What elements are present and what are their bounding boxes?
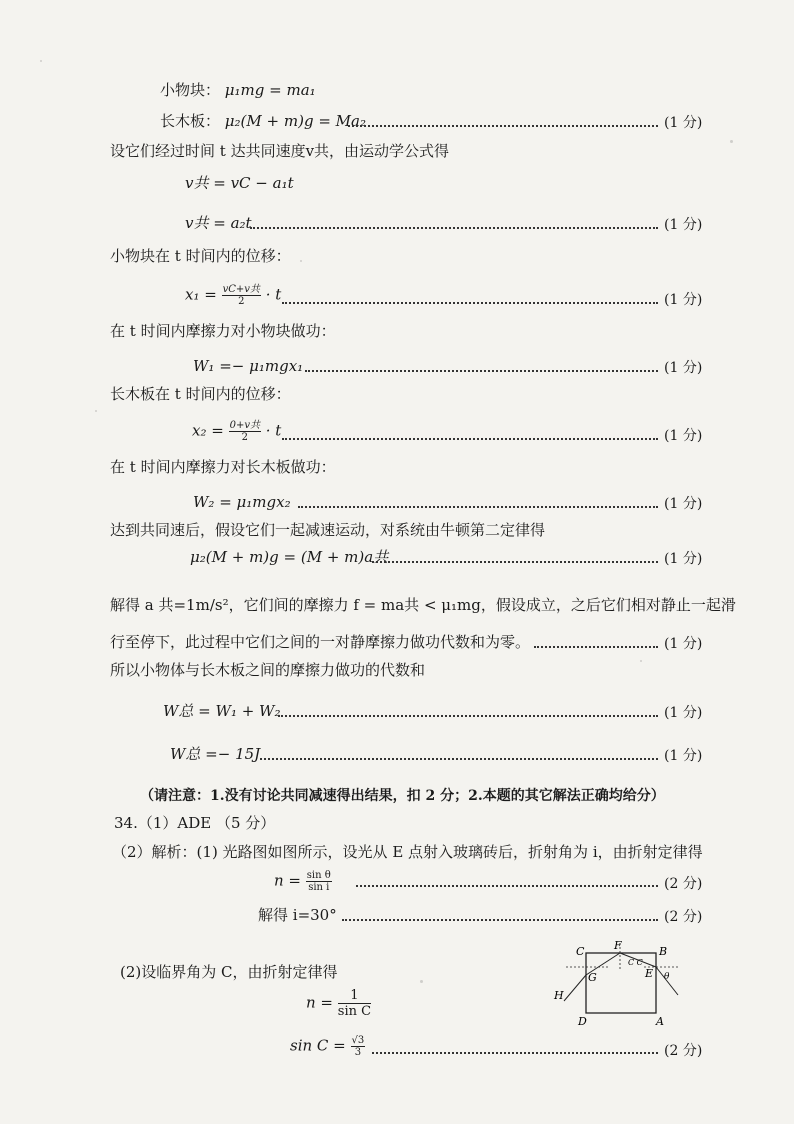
light-ray-exit [564, 975, 586, 1001]
label: 小物块： [160, 81, 221, 99]
work-board-equation: W₂ = μ₁mgx₂ [193, 493, 291, 511]
leader-dots [534, 646, 658, 648]
text-line: 小物块在 t 时间内的位移： [110, 247, 291, 265]
leader-dots [260, 758, 658, 760]
leader-dots [372, 1052, 658, 1054]
denominator: sin i [308, 882, 330, 893]
total-work-result: W总 =− 15J [170, 745, 261, 763]
fraction [229, 420, 261, 443]
text-line: 在 t 时间内摩擦力对长木板做功： [110, 458, 336, 476]
grading-note: （请注意：1.没有讨论共同减速得出结果，扣 2 分；2.本题的其它解法正确均给分） [140, 788, 665, 804]
board-equation [160, 111, 366, 131]
lhs: n = [306, 993, 333, 1012]
label-theta: θ [664, 972, 670, 982]
score: (1 分) [664, 292, 703, 308]
numerator: sin θ [306, 870, 331, 881]
fraction [351, 1035, 366, 1058]
leader-dots [342, 919, 658, 921]
common-velocity-equation-2: v共 = a₂t [185, 214, 252, 232]
score: (2 分) [664, 876, 703, 892]
score: (1 分) [664, 551, 703, 567]
score: (1 分) [664, 496, 703, 512]
score: (1 分) [664, 360, 703, 376]
fraction [222, 284, 261, 307]
question-34-part-1: 34.（1）ADE （5 分） [114, 814, 276, 832]
leader-dots [372, 561, 658, 563]
fraction [306, 870, 332, 893]
leader-dots [282, 302, 658, 304]
critical-angle-text: (2)设临界角为 C，由折射定律得 [120, 963, 338, 981]
critical-angle-equation [306, 988, 371, 1019]
label-D: D [578, 1015, 587, 1028]
rhs: · t [265, 285, 282, 304]
leader-dots [356, 885, 658, 887]
paper-speck [95, 410, 97, 412]
label-F: F [614, 939, 622, 952]
label-A: A [656, 1015, 664, 1028]
lhs: x₁ = [185, 285, 217, 304]
label-C: C [576, 945, 585, 958]
equation: μ₁mg = ma₁ [224, 81, 316, 99]
text-line: 达到共同速后，假设它们一起减速运动，对系统由牛顿第二定律得 [110, 521, 546, 539]
fraction [338, 988, 371, 1019]
score: (1 分) [664, 428, 703, 444]
leader-dots [278, 715, 658, 717]
leader-dots [298, 506, 658, 508]
common-velocity-equation: v共 = vC − a₁t [185, 174, 294, 192]
refraction-equation [274, 870, 332, 893]
label-E: E [645, 967, 654, 980]
numerator: 1 [338, 988, 371, 1004]
label-critical-angles: C C [628, 958, 643, 967]
numerator: vC+v共 [222, 284, 260, 295]
numerator: √3 [351, 1035, 365, 1046]
paper-speck [40, 60, 42, 62]
lhs: n = [274, 871, 301, 890]
score: (1 分) [664, 705, 703, 721]
denominator: 2 [241, 432, 248, 443]
denominator: 3 [354, 1047, 362, 1058]
text-line: 行至停下，此过程中它们之间的一对静摩擦力做功代数和为零。 [110, 633, 531, 651]
leader-dots [348, 125, 658, 127]
work-block-equation: W₁ =− μ₁mgx₁ [193, 357, 304, 375]
displacement-board-equation [192, 420, 281, 443]
lhs: sin C = [290, 1036, 346, 1055]
paper-speck [640, 660, 642, 662]
paper-speck [300, 260, 302, 262]
denominator: sin C [337, 1004, 372, 1019]
score: (1 分) [664, 217, 703, 233]
sine-critical-angle [290, 1035, 365, 1058]
label-B: B [659, 945, 668, 958]
displacement-block-equation [185, 284, 281, 307]
label-G: G [588, 971, 597, 984]
question-34-part-2: （2）解析：(1) 光路图如图所示，设光从 E 点射入玻璃砖后，折射角为 i，由折射定律得 [112, 843, 703, 861]
text-line: 所以小物体与长木板之间的摩擦力做功的代数和 [110, 661, 426, 679]
leader-dots [250, 227, 658, 229]
lhs: x₂ = [192, 421, 224, 440]
text-line: 设它们经过时间 t 达共同速度v共，由运动学公式得 [110, 142, 450, 160]
label-H: H [554, 989, 564, 1002]
numerator: 0+v共 [229, 420, 260, 431]
denominator: 2 [238, 296, 245, 307]
paper-speck [730, 140, 733, 143]
score: (1 分) [664, 748, 703, 764]
score: (1 分) [664, 115, 703, 131]
angle-result: 解得 i=30° [258, 906, 337, 924]
newton-second-law-equation: μ₂(M + m)g = (M + m)a共 [190, 548, 389, 566]
text-line: 解得 a 共=1m/s²，它们间的摩擦力 f = ma共 < μ₁mg，假设成立，之后它们相对静止一起滑 [110, 596, 736, 614]
score: (2 分) [664, 909, 703, 925]
score: (1 分) [664, 636, 703, 652]
rhs: · t [265, 421, 282, 440]
score: (2 分) [664, 1043, 703, 1059]
small-block-equation [160, 80, 316, 100]
leader-dots [305, 370, 658, 372]
paper-speck [420, 980, 423, 983]
equation: μ₂(M + m)g = Ma₂ [224, 112, 366, 130]
total-work-equation: W总 = W₁ + W₂ [163, 702, 281, 720]
light-path-diagram [548, 935, 698, 1035]
text-line: 长木板在 t 时间内的位移： [110, 385, 291, 403]
label: 长木板： [160, 112, 221, 130]
leader-dots [282, 438, 658, 440]
text-line: 在 t 时间内摩擦力对小物块做功： [110, 322, 336, 340]
